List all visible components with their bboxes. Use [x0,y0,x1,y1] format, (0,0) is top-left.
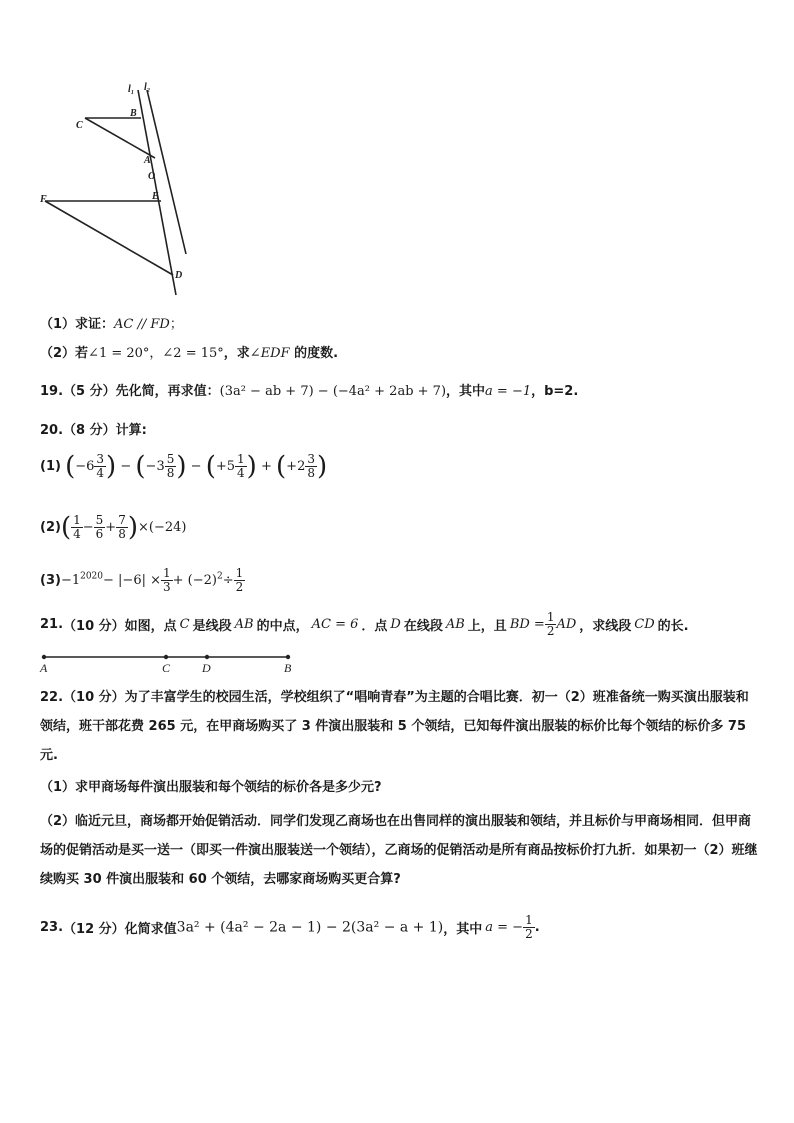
q20-item1-op2: − [190,459,202,474]
seg-label-b: B [284,661,292,674]
question-20 [40,419,147,438]
q20-item3-f1: $\frac{1}{3}$ [163,566,171,594]
q23-expression: 3a² + (4a² − 2a − 1) − 2(3a² − a + 1) [176,919,444,936]
q19-text: 先化简，再求值： [115,384,220,399]
q18-part2-math2: ∠EDF [249,346,290,361]
segment-figure [36,650,296,674]
q20-score: （8 分） [63,423,116,438]
seg-label-a: A [40,661,48,674]
q21-m1: C [179,617,190,632]
q21-score: （10 分） [63,619,125,634]
q20-item2-op2: + [105,520,117,535]
q23-end: . [534,920,540,935]
q22-score: （10 分） [63,690,125,705]
q20-item3-mid: − |−6| × [103,573,161,588]
q19-cond-b: ，b=2. [531,384,579,399]
point-c [164,655,168,659]
q20-item3-f2: $\frac{1}{2}$ [235,566,244,594]
q21-t1: 如图，点 [124,619,177,634]
q21-m5: AB [445,617,465,632]
q18-part1-math: AC // FD [114,317,170,332]
q20-item3-exp2: 2 [216,571,223,582]
q20-item2-f2: $\frac{5}{6}$ [95,513,104,541]
q20-item1-t3-frac: $\frac{1}{4}$ [237,452,245,480]
q20-item1-label: (1) [40,459,61,474]
seg-label-c: C [162,661,171,674]
q20-item1: (1) (−6 $\frac{3}{4}$ ) − (−3 $\frac{5}{8}$ ) − (+5 $\frac{1}{4}$ ) + (+2 $\frac{3}{8}$ ) [40,451,328,482]
q20-item1-op1: − [120,459,132,474]
q20-item1-t2-frac: $\frac{5}{8}$ [166,452,175,480]
q22-sub2 [40,807,760,894]
q23-text: 化简求值 [124,922,177,937]
q20-item2-f1: $\frac{1}{4}$ [73,513,81,541]
question-21 [40,611,689,647]
q21-t2: 是线段 [192,619,232,634]
q20-text: 计算: [115,423,147,438]
q20-item1-t4-whole: +2 [286,459,306,474]
q22-sub2-text: （2）临近元旦，商场都开始促销活动．同学们发现乙商场也在出售同样的演出服装和领结，并且标价与甲商场相同．但甲商场的促销活动是买一送一（即买一件演出服装送一个领结），乙商场的促销活动是所有商品按标价打九折．如果初一（2）班继续购买 30 件演出服装和 60 个领结，去哪家商场购买更合算? [40,814,758,887]
seg-label-d: D [202,661,211,674]
q18-part2-math1: ∠1 = 20°，∠2 = 15° [88,346,224,361]
question-22 [40,683,760,770]
geometry-figure [30,78,200,300]
q21-t8: 的长. [657,619,689,634]
point-d [205,655,209,659]
q20-number: 20. [40,423,64,438]
q21-m6b: AD [556,617,577,632]
q20-item1-op3: + [260,459,272,474]
q22-sub1-text: （1）求甲商场每件演出服装和每个领结的标价各是多少元? [40,780,382,795]
q20-item3-label: (3) [40,573,61,588]
q20-item1-t4-frac: $\frac{3}{8}$ [307,452,315,480]
q23-frac: $\frac{1}{2}$ [525,913,533,941]
q20-item2-op1: − [82,520,94,535]
q20-item2-label: (2) [40,520,61,535]
q20-item1-t3-whole: +5 [215,459,236,474]
q18-part1 [40,313,183,332]
q23-score: （12 分） [63,922,125,937]
label-l2: l₂ [144,82,151,93]
segment-fd [45,201,173,275]
q19-cond-prefix: ，其中 [446,384,486,399]
q19-expression: (3a² − ab + 7) − (−4a² + 2ab + 7) [219,384,447,399]
label-d: D [175,270,183,281]
label-o: O [148,171,156,182]
q21-m4: D [390,617,401,632]
q21-number: 21. [40,617,64,632]
label-a: A [144,155,151,166]
q21-m6a: BD = [509,617,545,632]
label-e: E [152,191,159,202]
q23-cond-prefix: ，其中 [443,922,483,937]
q22-number: 22. [40,690,64,705]
q20-item2-f3: $\frac{7}{8}$ [118,513,126,541]
question-23 [40,914,540,950]
q22-sub1 [40,773,760,802]
q18-part1-suffix: ； [169,317,183,332]
q19-cond-a: a = −1 [485,384,532,399]
q18-part2-prefix: （2）若 [40,346,89,361]
point-b [286,655,290,659]
q22-paragraph: 为了丰富学生的校园生活，学校组织了“唱响青春”为主题的合唱比赛．初一（2）班准备统一购买演出服装和领结，班干部花费 265 元，在甲商场购买了 3 件演出服装和 5 个领结，已知每件演出服装的标价比每个领结的标价多 75 元. [40,690,749,763]
label-f: F [40,194,47,205]
q20-item3-mid2: + (−2) [172,573,217,588]
q21-t5: 在线段 [403,619,443,634]
q21-frac: $\frac{1}{2}$ [546,610,555,638]
label-b: B [130,108,137,119]
q19-number: 19. [40,384,64,399]
q20-item2-tail: ×(−24) [137,520,187,535]
q21-t6: 上，且 [467,619,507,634]
q18-part1-prefix: （1）求证： [40,317,115,332]
point-a [42,655,46,659]
q21-m7: CD [634,617,655,632]
q18-part2-mid: ，求 [223,346,250,361]
q18-part2-suffix: 的度数. [289,346,339,361]
q21-m3: AC = 6 [311,617,359,632]
q21-t7: ，求线段 [579,619,632,634]
q20-item3-head: −1 [60,573,81,588]
q21-t4: ．点 [361,619,388,634]
q20-item3 [40,567,245,607]
q20-item3-mid3: ÷ [222,573,234,588]
q20-item2: (2)( $\frac{1}{4}$ − $\frac{5}{6}$ + $\frac{7}{8}$ )×(−24) [40,512,187,543]
label-c: C [76,120,83,131]
q20-item1-t1-whole: −6 [75,459,95,474]
q21-t3: 的中点， [256,619,309,634]
q20-item1-t1-frac: $\frac{3}{4}$ [96,452,105,480]
q23-number: 23. [40,920,64,935]
question-19 [40,380,578,399]
label-l1: l₁ [128,84,135,95]
q23-cond-math: a = − [485,920,524,935]
q20-item3-head-exp: 2020 [80,571,104,582]
q21-m2: AB [234,617,254,632]
q18-part2 [40,342,338,361]
q20-item1-t2-whole: −3 [145,459,165,474]
q19-score: （5 分） [63,384,116,399]
